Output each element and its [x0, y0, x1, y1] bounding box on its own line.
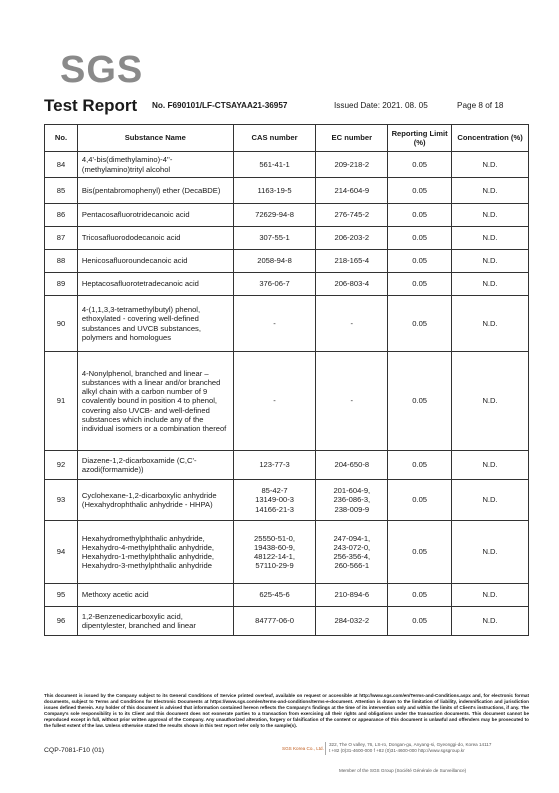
member-statement: Member of the SGS Group (Société Générale de Surveillance) — [339, 768, 467, 773]
cell-substance-name: 4,4'-bis(dimethylamino)-4''-(methylamino)trityl alcohol — [77, 152, 233, 178]
cell-substance-name: Bis(pentabromophenyl) ether (DecaBDE) — [77, 178, 233, 204]
sgs-logo — [60, 48, 146, 92]
report-number: No. F690101/LF-CTSAYAA21-36957 — [152, 101, 288, 110]
header-concentration: Concentration (%) — [452, 125, 529, 152]
header-ec-number: EC number — [316, 125, 388, 152]
cell-substance-name: Tricosafluorododecanoic acid — [77, 227, 233, 250]
cell-ec-number: 201-604-9, 236-086-3, 238-009-9 — [316, 480, 388, 521]
cell-ec-number: 214-604-9 — [316, 178, 388, 204]
cell-substance-name: Henicosafluoroundecanoic acid — [77, 250, 233, 273]
table-row — [45, 352, 529, 451]
cell-reporting-limit: 0.05 — [388, 607, 452, 636]
form-code: CQP-7081-F10 (01) — [44, 747, 105, 754]
sgs-logo-text: SGS — [60, 49, 144, 91]
cell-ec-number: 284-032-2 — [316, 607, 388, 636]
cell-no: 95 — [45, 584, 78, 607]
cell-cas-number: 1163-19-5 — [233, 178, 316, 204]
cell-cas-number: - — [233, 296, 316, 352]
cell-ec-number: - — [316, 352, 388, 451]
table-row — [45, 584, 529, 607]
cell-cas-number: 307-55-1 — [233, 227, 316, 250]
header-no: No. — [45, 125, 78, 152]
cell-ec-number: 209-218-2 — [316, 152, 388, 178]
table-body — [45, 152, 529, 636]
cell-cas-number: 2058-94-8 — [233, 250, 316, 273]
cell-ec-number: 276-745-2 — [316, 204, 388, 227]
cell-reporting-limit: 0.05 — [388, 178, 452, 204]
cell-concentration: N.D. — [452, 480, 529, 521]
cell-substance-name: Diazene-1,2-dicarboxamide (C,C'-azodi(formamide)) — [77, 451, 233, 480]
header-cas-number: CAS number — [233, 125, 316, 152]
cell-no: 90 — [45, 296, 78, 352]
page-number: Page 8 of 18 — [457, 101, 504, 110]
table-row — [45, 152, 529, 178]
cell-concentration: N.D. — [452, 296, 529, 352]
cell-reporting-limit: 0.05 — [388, 480, 452, 521]
cell-no: 93 — [45, 480, 78, 521]
cell-ec-number: 218-165-4 — [316, 250, 388, 273]
cell-concentration: N.D. — [452, 227, 529, 250]
cell-ec-number: 210-894-6 — [316, 584, 388, 607]
cell-substance-name: Heptacosafluorotetradecanoic acid — [77, 273, 233, 296]
cell-concentration: N.D. — [452, 451, 529, 480]
cell-concentration: N.D. — [452, 352, 529, 451]
cell-cas-number: 561-41-1 — [233, 152, 316, 178]
cell-ec-number: 206-203-2 — [316, 227, 388, 250]
table-row — [45, 178, 529, 204]
report-title: Test Report — [44, 96, 138, 115]
cell-concentration: N.D. — [452, 178, 529, 204]
cell-cas-number: - — [233, 352, 316, 451]
cell-concentration: N.D. — [452, 250, 529, 273]
cell-concentration: N.D. — [452, 607, 529, 636]
company-address: 322, The O valley, 76, LS-ro, Dongan-gu, Anyang-si, Gyeonggi-do, Korea 14117 — [329, 742, 492, 747]
cell-reporting-limit: 0.05 — [388, 227, 452, 250]
cell-substance-name: 4-(1,1,3,3-tetramethylbutyl) phenol, ethoxylated - covering well-defined substances and UVCB substances, polymers and homologues — [77, 296, 233, 352]
cell-no: 88 — [45, 250, 78, 273]
cell-substance-name: Cyclohexane-1,2-dicarboxylic anhydride (Hexahydrophthalic anhydride - HHPA) — [77, 480, 233, 521]
cell-substance-name: 4-Nonylphenol, branched and linear – substances with a linear and/or branched alkyl chain with a carbon number of 9 covalently bound in position 4 to phenol, covering also UVCB- and well-defined substances which include any of the individual isomers or a combination thereof — [77, 352, 233, 451]
table-header-row — [45, 125, 529, 152]
legal-disclaimer: This document is issued by the Company subject to its General Conditions of Service printed overleaf, available on request or accessible at http://www.sgs.com/en/Terms-and-Conditions.aspx and, for electronic format documents, subject to Terms and Conditions for Electronic Documents at https://www.sgs.com/en/terms-and-conditions/terms-e-document. Attention is drawn to the limitation of liability, indemnification and jurisdiction issues defined therein. Any holder of this document is advised that information contained hereon reflects the Company's findings at the time of its intervention only and within the limits of Client's instructions, if any. The Company's sole responsibility is to its Client and this document does not exonerate parties to a transaction from exercising all their rights and obligations under the transaction documents. This document cannot be reproduced except in full, without prior written approval of the Company. Any unauthorized alteration, forgery or falsification of the content or appearance of this document is unlawful and offenders may be prosecuted to the fullest extent of the law. Unless otherwise stated the results shown in this test report refer only to the sample(s). — [44, 693, 529, 728]
table-row — [45, 480, 529, 521]
cell-ec-number: 204-650-8 — [316, 451, 388, 480]
cell-no: 89 — [45, 273, 78, 296]
table-row — [45, 227, 529, 250]
table-row — [45, 250, 529, 273]
cell-concentration: N.D. — [452, 152, 529, 178]
cell-reporting-limit: 0.05 — [388, 451, 452, 480]
cell-cas-number: 625-45-6 — [233, 584, 316, 607]
report-header — [44, 96, 524, 116]
cell-no: 84 — [45, 152, 78, 178]
cell-ec-number: - — [316, 296, 388, 352]
cell-reporting-limit: 0.05 — [388, 296, 452, 352]
table-row — [45, 296, 529, 352]
cell-cas-number: 376-06-7 — [233, 273, 316, 296]
cell-cas-number: 25550-51-0, 19438-60-9, 48122-14-1, 57110-29-9 — [233, 521, 316, 584]
table-row — [45, 607, 529, 636]
company-contact: t +82 (0)31-4600-000 f +82 (0)31-4600-000 http://www.sgsgroup.kr — [329, 748, 465, 754]
cell-reporting-limit: 0.05 — [388, 152, 452, 178]
company-name: SGS Korea Co., Ltd. — [282, 746, 324, 751]
company-address-block — [325, 742, 530, 755]
substance-table — [44, 124, 529, 636]
cell-ec-number: 206-803-4 — [316, 273, 388, 296]
cell-cas-number: 84777-06-0 — [233, 607, 316, 636]
cell-cas-number: 123-77-3 — [233, 451, 316, 480]
cell-substance-name: Methoxy acetic acid — [77, 584, 233, 607]
cell-ec-number: 247-094-1, 243-072-0, 256-356-4, 260-566-1 — [316, 521, 388, 584]
cell-no: 85 — [45, 178, 78, 204]
cell-cas-number: 85-42-7 13149-00-3 14166-21-3 — [233, 480, 316, 521]
cell-reporting-limit: 0.05 — [388, 352, 452, 451]
cell-reporting-limit: 0.05 — [388, 521, 452, 584]
cell-no: 87 — [45, 227, 78, 250]
cell-concentration: N.D. — [452, 584, 529, 607]
cell-reporting-limit: 0.05 — [388, 250, 452, 273]
cell-reporting-limit: 0.05 — [388, 584, 452, 607]
header-substance-name: Substance Name — [77, 125, 233, 152]
cell-concentration: N.D. — [452, 204, 529, 227]
table-row — [45, 273, 529, 296]
cell-concentration: N.D. — [452, 521, 529, 584]
table-row — [45, 204, 529, 227]
cell-cas-number: 72629-94-8 — [233, 204, 316, 227]
cell-no: 91 — [45, 352, 78, 451]
cell-no: 96 — [45, 607, 78, 636]
header-reporting-limit: Reporting Limit (%) — [388, 125, 452, 152]
cell-no: 86 — [45, 204, 78, 227]
cell-substance-name: Hexahydromethylphthalic anhydride, Hexahydro-4-methylphthalic anhydride, Hexahydro-1-methylphthalic anhydride, Hexahydro-3-methylphthalic anhydride — [77, 521, 233, 584]
cell-no: 92 — [45, 451, 78, 480]
cell-substance-name: Pentacosafluorotridecanoic acid — [77, 204, 233, 227]
cell-concentration: N.D. — [452, 273, 529, 296]
cell-reporting-limit: 0.05 — [388, 204, 452, 227]
issued-date: Issued Date: 2021. 08. 05 — [334, 101, 428, 110]
cell-substance-name: 1,2-Benzenedicarboxylic acid, dipentylester, branched and linear — [77, 607, 233, 636]
cell-no: 94 — [45, 521, 78, 584]
table-row — [45, 451, 529, 480]
cell-reporting-limit: 0.05 — [388, 273, 452, 296]
table-row — [45, 521, 529, 584]
